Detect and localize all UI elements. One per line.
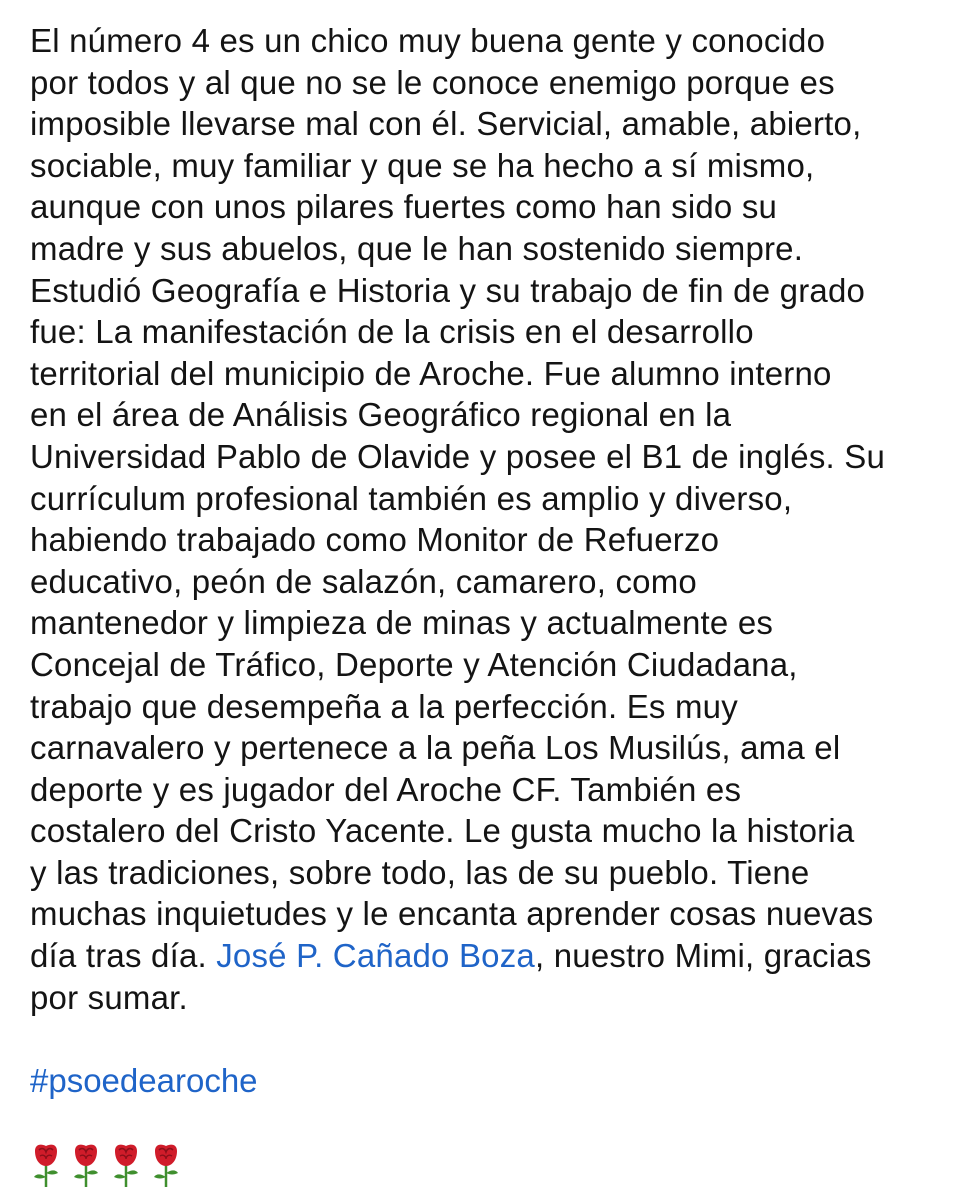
- post-text: [30, 20, 940, 1018]
- paragraph-spacer: [30, 1018, 940, 1060]
- text-line: deporte y es jugador del Aroche CF. También es: [30, 770, 742, 808]
- text-line: educativo, peón de salazón, camarero, como: [30, 562, 697, 600]
- text-line: trabajo que desempeña a la perfección. Es muy: [30, 687, 738, 725]
- text-line: Estudió Geografía e Historia y su trabajo de fin de grado: [30, 271, 866, 309]
- text-line: Concejal de Tráfico, Deporte y Atención Ciudadana,: [30, 645, 798, 683]
- text-line-final: por sumar.: [30, 978, 188, 1016]
- rose-emoji-row: [30, 1143, 940, 1187]
- rose-icon: [70, 1143, 102, 1187]
- text-line: aunque con unos pilares fuertes como han sido su: [30, 188, 778, 226]
- rose-icon: [30, 1143, 62, 1187]
- post: [30, 20, 940, 1187]
- text-line: mantenedor y limpieza de minas y actualmente es: [30, 604, 774, 642]
- text-line: en el área de Análisis Geográfico regional en la: [30, 396, 732, 434]
- text-line: habiendo trabajado como Monitor de Refuerzo: [30, 521, 720, 559]
- text-line: territorial del municipio de Aroche. Fue alumno interno: [30, 354, 832, 392]
- text-line: muchas inquietudes y le encanta aprender cosas nuevas: [30, 895, 874, 933]
- rose-icon: [150, 1143, 182, 1187]
- text-line: y las tradiciones, sobre todo, las de su pueblo. Tiene: [30, 853, 810, 891]
- text-line: currículum profesional también es amplio y diverso,: [30, 479, 793, 517]
- mention-line-prefix: día tras día.: [30, 937, 217, 975]
- text-line: carnavalero y pertenece a la peña Los Musilús, ama el: [30, 729, 841, 767]
- text-line: fue: La manifestación de la crisis en el desarrollo: [30, 313, 754, 351]
- text-line: costalero del Cristo Yacente. Le gusta mucho la historia: [30, 812, 855, 850]
- text-line: imposible llevarse mal con él. Servicial, amable, abierto,: [30, 105, 862, 143]
- text-line: Universidad Pablo de Olavide y posee el B1 de inglés. Su: [30, 437, 886, 475]
- rose-icon: [110, 1143, 142, 1187]
- mention-line: [30, 935, 940, 977]
- text-line: sociable, muy familiar y que se ha hecho a sí mismo,: [30, 146, 815, 184]
- mention-link[interactable]: José P. Cañado Boza: [216, 937, 535, 975]
- text-line: madre y sus abuelos, que le han sostenido siempre.: [30, 229, 804, 267]
- text-line: El número 4 es un chico muy buena gente y conocido: [30, 22, 826, 59]
- mention-line-suffix: , nuestro Mimi, gracias: [535, 937, 872, 975]
- hashtag-link[interactable]: #psoedearoche: [30, 1061, 258, 1099]
- text-line: por todos y al que no se le conoce enemigo porque es: [30, 63, 835, 101]
